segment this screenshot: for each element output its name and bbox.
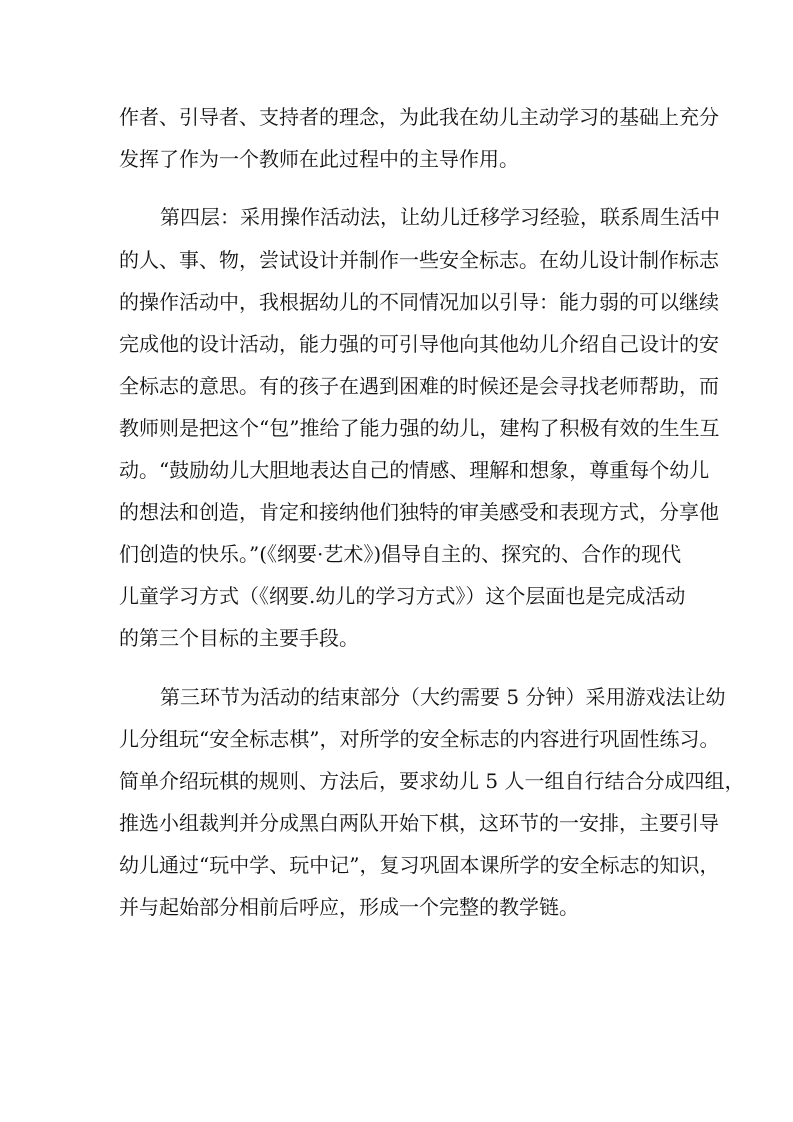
paragraph-2-line-9: 们创造的快乐。”(《纲要·艺术》)倡导自主的、探究的、合作的现代 [119,542,682,566]
paragraph-2-line-7: 动。“鼓励幼儿大胆地表达自己的情感、理解和想象，尊重每个幼儿 [119,458,710,482]
paragraph-2-line-5: 全标志的意思。有的孩子在遇到困难的时候还是会寻找老师帮助，而 [119,374,719,398]
paragraph-2-line-1: 第四层：采用操作活动法，让幼儿迁移学习经验，联系周生活中 [160,205,720,229]
paragraph-3-line-1: 第三环节为活动的结束部分（大约需要 5 分钟）采用游戏法让幼 [160,685,726,709]
paragraph-2-line-6: 教师则是把这个“包”推给了能力强的幼儿，建构了积极有效的生生互 [119,416,720,440]
paragraph-2-line-4: 完成他的设计活动，能力强的可引导他向其他幼儿介绍自己设计的安 [119,332,719,356]
paragraph-2-line-2: 的人、事、物，尝试设计并制作一些安全标志。在幼儿设计制作标志 [119,248,719,272]
paragraph-3-line-4: 推选小组裁判并分成黑白两队开始下棋，这环节的一安排，主要引导 [119,811,719,835]
paragraph-2-line-8: 的想法和创造，肯定和接纳他们独特的审美感受和表现方式，分享他 [119,500,719,524]
paragraph-3-line-3: 简单介绍玩棋的规则、方法后，要求幼儿 5 人一组自行结合分成四组， [119,769,745,793]
paragraph-1-line-2: 发挥了作为一个教师在此过程中的主导作用。 [119,147,519,171]
paragraph-2-line-3: 的操作活动中，我根据幼儿的不同情况加以引导：能力弱的可以继续 [119,290,719,314]
paragraph-2-line-11: 的第三个目标的主要手段。 [119,626,359,650]
paragraph-1-line-1: 作者、引导者、支持者的理念，为此我在幼儿主动学习的基础上充分 [119,105,719,129]
paragraph-3-line-6: 并与起始部分相前后呼应，形成一个完整的教学链。 [119,895,579,919]
paragraph-2-line-10: 儿童学习方式（《纲要.幼儿的学习方式》）这个层面也是完成活动 [119,584,686,608]
paragraph-3-line-2: 儿分组玩“安全标志棋”，对所学的安全标志的内容进行巩固性练习。 [119,727,720,751]
paragraph-3-line-5: 幼儿通过“玩中学、玩中记”，复习巩固本课所学的安全标志的知识， [119,853,720,877]
